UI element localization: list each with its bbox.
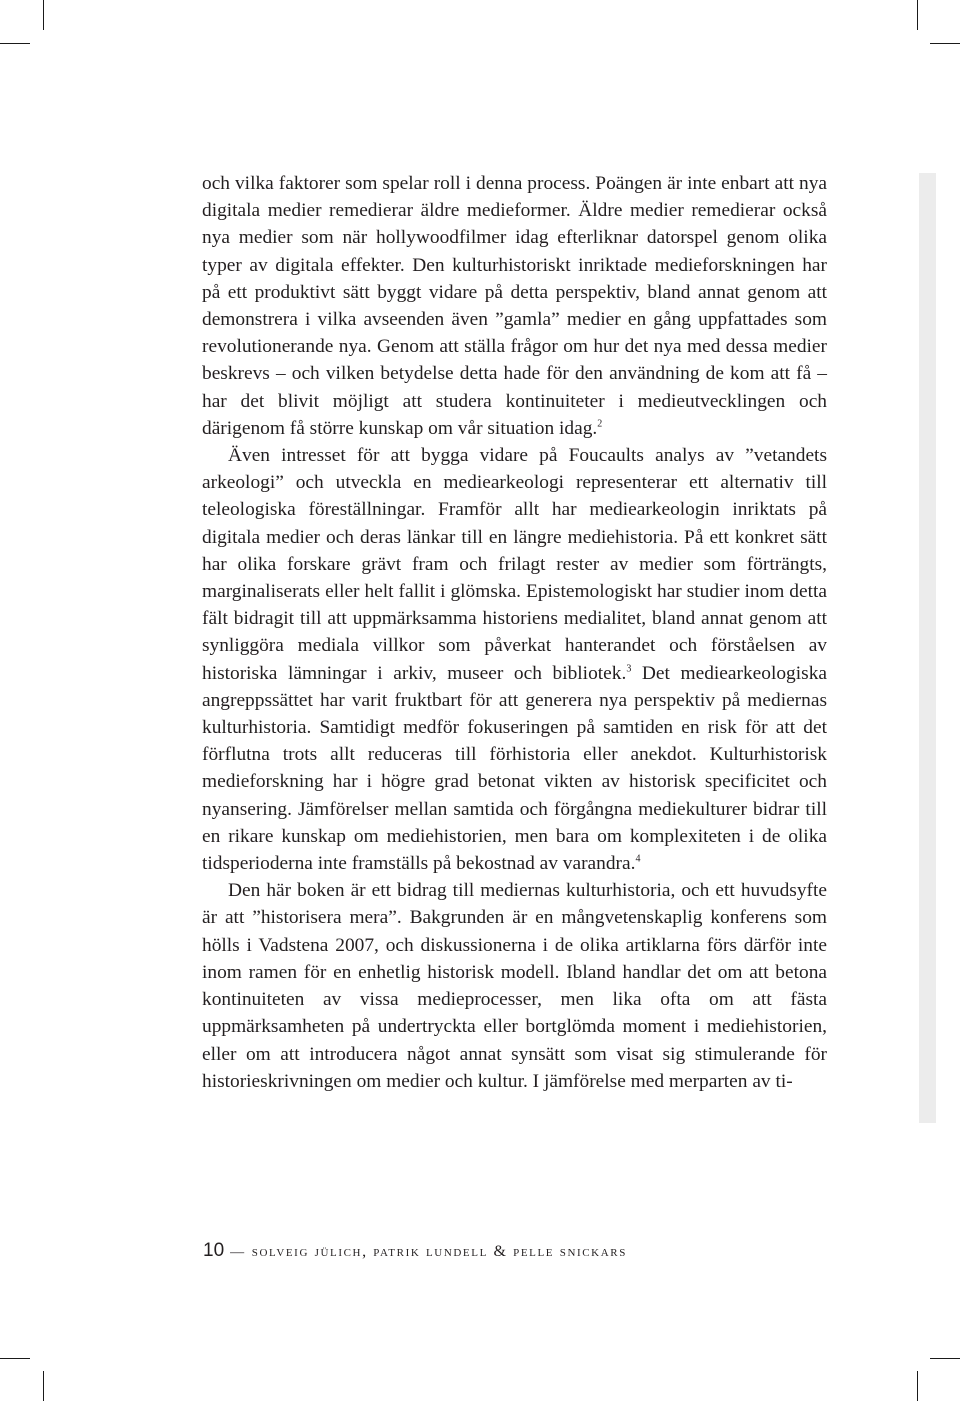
paragraph-text: Det mediearkeologiska angreppssättet har varit fruktbart för att generera nya perspektiv på mediernas kulturhistoria. Samtidigt medför fokuseringen på samtiden en risk för att det förflutna trots allt reduceras till förhistoria eller anekdot. Kulturhistorisk medieforskning har i högre grad betonat vikten av historisk specificitet och nyansering. Jämförelser mellan samtida och förgångna mediekulturer bidrar till en rikare kunskap om mediehistorien, men bara om komplexiteten i de olika tidsperioderna inte framställs på bekostnad av varandra.	[202, 662, 827, 875]
crop-mark-bottom-right	[917, 1371, 918, 1401]
crop-mark-bottom-left	[43, 1371, 44, 1401]
paragraph	[202, 170, 827, 442]
paragraph-text: och vilka faktorer som spelar roll i denna process. Poängen är inte enbart att nya digitala medier remedierar äldre medieformer. Äldre medier remedierar också nya medier som när hollywoodfilmer idag efterliknar datorspel genom olika typer av digitala effekter. Den kulturhistoriskt inriktade medieforskningen har på ett produktivt sätt byggt vidare på detta perspektiv, bland annat genom att demonstrera i vilka avseenden även ”gamla” medier en gång uppfattades som revolutionerande nya. Genom att ställa frågor om hur det nya med dessa medier beskrevs – och vilken betydelse detta hade för den användning de kom att få – har det blivit möjligt att studera kontinuiteter i medieutvecklingen och därigenom få större kunskap om vår situation idag.	[202, 173, 827, 439]
paragraph	[202, 442, 827, 877]
page-number: 10	[203, 1240, 225, 1261]
footnote-marker: 4	[635, 853, 641, 865]
crop-mark-top-right-h	[930, 43, 960, 44]
footnote-marker: 2	[597, 418, 603, 430]
crop-mark-bottom-left-h	[0, 1358, 30, 1359]
paragraph-text: Den här boken är ett bidrag till mediernas kulturhistoria, och ett huvudsyfte är att ”historisera mera”. Bakgrunden är en mångvetenskaplig konferens som hölls i Vadstena 2007, och diskussionerna i de olika artiklarna förs därför inte inom ramen för en enhetlig historisk modell. Ibland handlar det om att betona kontinuiteten av vissa medieprocesser, men lika ofta om att fästa uppmärksamheten på undertryckta eller bortglömda moment i mediehistorien, eller om att introducera något annat synsätt som visat sig stimulerande för historieskrivningen om medier och kultur. I jämförelse med merparten av ti-	[202, 880, 827, 1092]
page-footer	[203, 1240, 627, 1262]
margin-thumb-band	[919, 173, 936, 1123]
crop-mark-top-right	[917, 0, 918, 30]
crop-mark-bottom-right-h	[930, 1358, 960, 1359]
crop-mark-top-left	[43, 0, 44, 30]
body-text	[202, 170, 827, 1095]
paragraph	[202, 877, 827, 1095]
footer-authors: solveig jülich, patrik lundell & pelle snickars	[251, 1243, 627, 1260]
crop-mark-top-left-h	[0, 43, 30, 44]
paragraph-text: Även intresset för att bygga vidare på Foucaults analys av ”vetandets arkeologi” och utveckla en mediearkeologi representerar ett alternativ till teleologiska föreställningar. Framför allt har mediearkeologin inriktats på digitala medier och deras länkar till en längre mediehistoria. På ett konkret sätt har olika forskare grävt fram och frilagt rester av medier som förträngts, marginaliserats eller helt fallit i glömska. Epistemologiskt har studier inom detta fält bidragit till att uppmärksamma historiens medialitet, bland annat genom att synliggöra mediala villkor som påverkat hanterandet och förståelsen av historiska lämningar i arkiv, museer och bibliotek.	[202, 445, 827, 684]
footnote-marker: 3	[626, 663, 632, 675]
footer-separator: —	[230, 1245, 246, 1260]
